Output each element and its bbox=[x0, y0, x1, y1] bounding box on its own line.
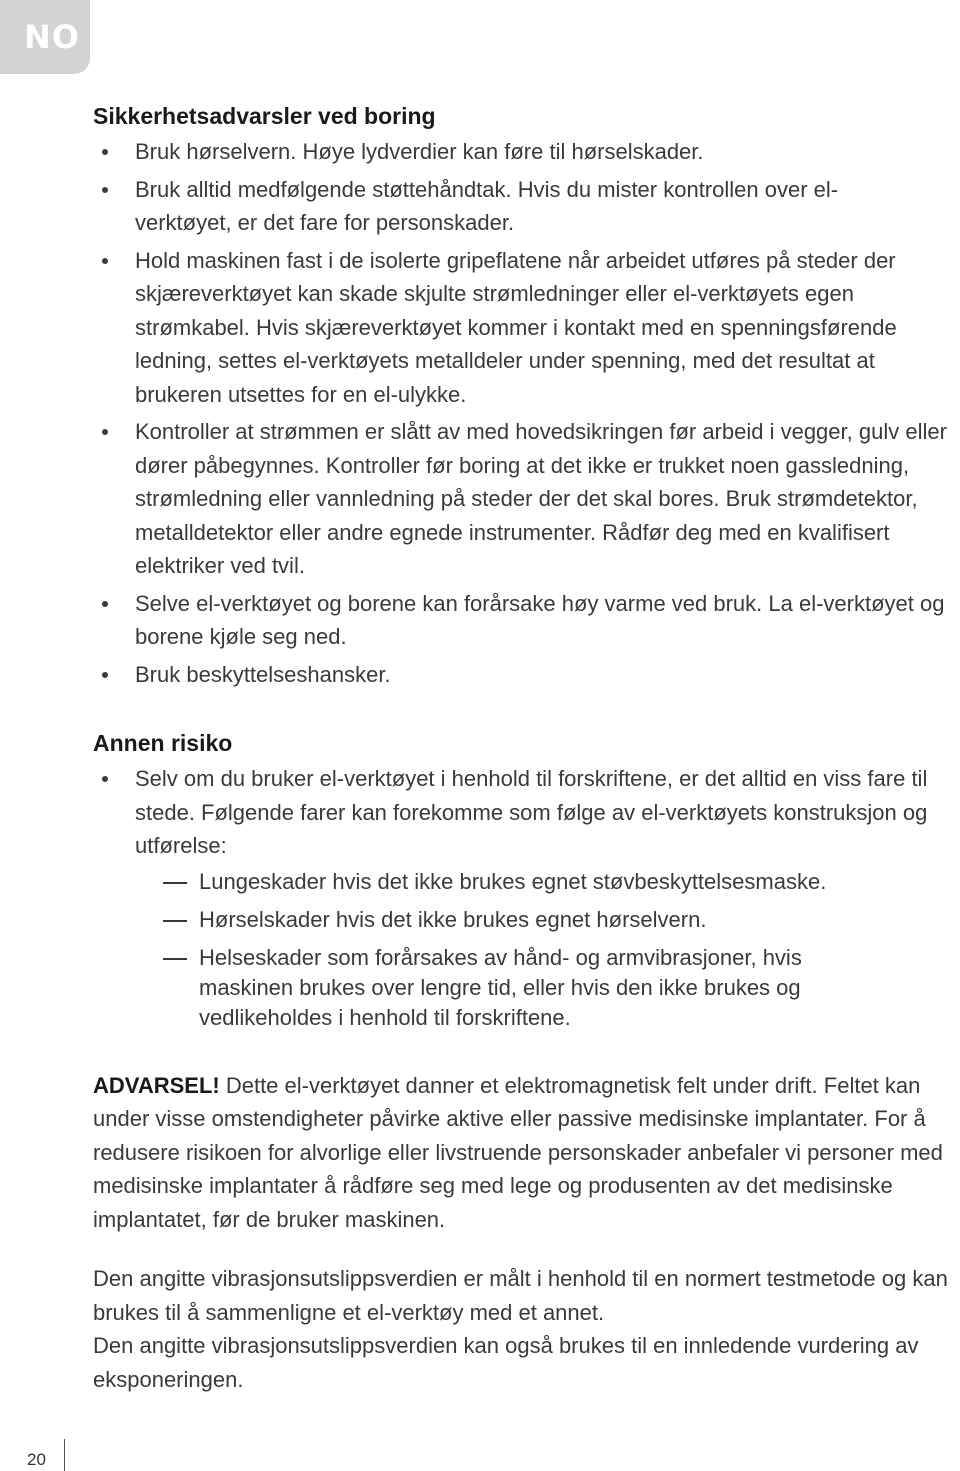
bullet-icon bbox=[102, 258, 108, 264]
vibration-paragraph-1: Den angitte vibrasjonsutslippsverdien er målt i henhold til en normert testmetode og kan brukes til å sammenligne et el-verktøy med et annet. bbox=[93, 1266, 948, 1325]
bullet-icon bbox=[102, 429, 108, 435]
list-item: Selv om du bruker el-verktøyet i henhold til forskriftene, er det alltid en viss fare til stede. Følgende farer kan forekomme som følge av el-verktøyets konstruksjon og utførelse: bbox=[93, 762, 958, 863]
list-item: Bruk hørselvern. Høye lydverdier kan føre til hørselskader. bbox=[93, 135, 958, 169]
list-item: Hold maskinen fast i de isolerte gripeflatene når arbeidet utføres på steder der skjæreverktøyet kan skade skjulte strømledninger eller el-verktøyets egen strømkabel. Hvis skjæreverktøyet kommer i kontakt med en spenningsførende ledning, settes el-verktøyets metalldeler under spenning, med det resultat at brukeren utsettes for en el-ulykke. bbox=[93, 244, 958, 412]
bullet-icon bbox=[102, 149, 108, 155]
list-item: Selve el-verktøyet og borene kan forårsake høy varme ved bruk. La el-verktøyet og borene kjøle seg ned. bbox=[93, 587, 958, 654]
bullet-icon bbox=[102, 776, 108, 782]
risk-dash-list bbox=[93, 867, 958, 1033]
vibration-paragraph-2: Den angitte vibrasjonsutslippsverdien kan også brukes til en innledende vurdering av eksponeringen. bbox=[93, 1333, 919, 1392]
bullet-icon bbox=[102, 187, 108, 193]
dash-icon bbox=[163, 958, 187, 960]
language-tab bbox=[0, 0, 90, 74]
list-item: Bruk alltid medfølgende støttehåndtak. Hvis du mister kontrollen over el-verktøyet, er det fare for personskader. bbox=[93, 173, 958, 240]
dash-icon bbox=[163, 920, 187, 922]
language-code: NO bbox=[24, 18, 80, 56]
page-number-divider bbox=[64, 1439, 65, 1471]
dash-list-item: Hørselskader hvis det ikke brukes egnet hørselvern. bbox=[93, 905, 958, 935]
section-title-other-risk: Annen risiko bbox=[93, 730, 233, 756]
page-content bbox=[93, 100, 958, 1396]
page-number: 20 bbox=[27, 1450, 46, 1469]
warning-paragraph bbox=[93, 1069, 958, 1237]
dash-icon bbox=[163, 882, 187, 884]
section-title-drilling-safety: Sikkerhetsadvarsler ved boring bbox=[93, 103, 436, 129]
dash-list-item: Helseskader som forårsakes av hånd- og armvibrasjoner, hvis maskinen brukes over lengre tid, eller hvis den ikke brukes og vedlikeholdes i henhold til forskriftene. bbox=[93, 943, 958, 1033]
warning-text: Dette el-verktøyet danner et elektromagnetisk felt under drift. Feltet kan under visse omstendigheter påvirke aktive eller passive medisinske implantater. For å redusere risikoen for alvorlige eller livstruende personskader anbefaler vi personer med medisinske implantater å rådføre seg med lege og produsenten av det medisinske implantatet, før de bruker maskinen. bbox=[93, 1072, 943, 1232]
list-item: Bruk beskyttelseshansker. bbox=[93, 658, 958, 692]
warning-label: ADVARSEL! bbox=[93, 1072, 220, 1098]
other-risk-list bbox=[93, 762, 958, 863]
bullet-icon bbox=[102, 601, 108, 607]
list-item: Kontroller at strømmen er slått av med hovedsikringen før arbeid i vegger, gulv eller dører påbegynnes. Kontroller før boring at det ikke er trukket noen gassledning, strømledning eller vannledning på steder der det skal bores. Bruk strømdetektor, metalldetektor eller andre egnede instrumenter. Rådfør deg med en kvalifisert elektriker ved tvil. bbox=[93, 415, 958, 583]
drilling-safety-list bbox=[93, 135, 958, 691]
bullet-icon bbox=[102, 672, 108, 678]
dash-list-item: Lungeskader hvis det ikke brukes egnet støvbeskyttelsesmaske. bbox=[93, 867, 958, 897]
